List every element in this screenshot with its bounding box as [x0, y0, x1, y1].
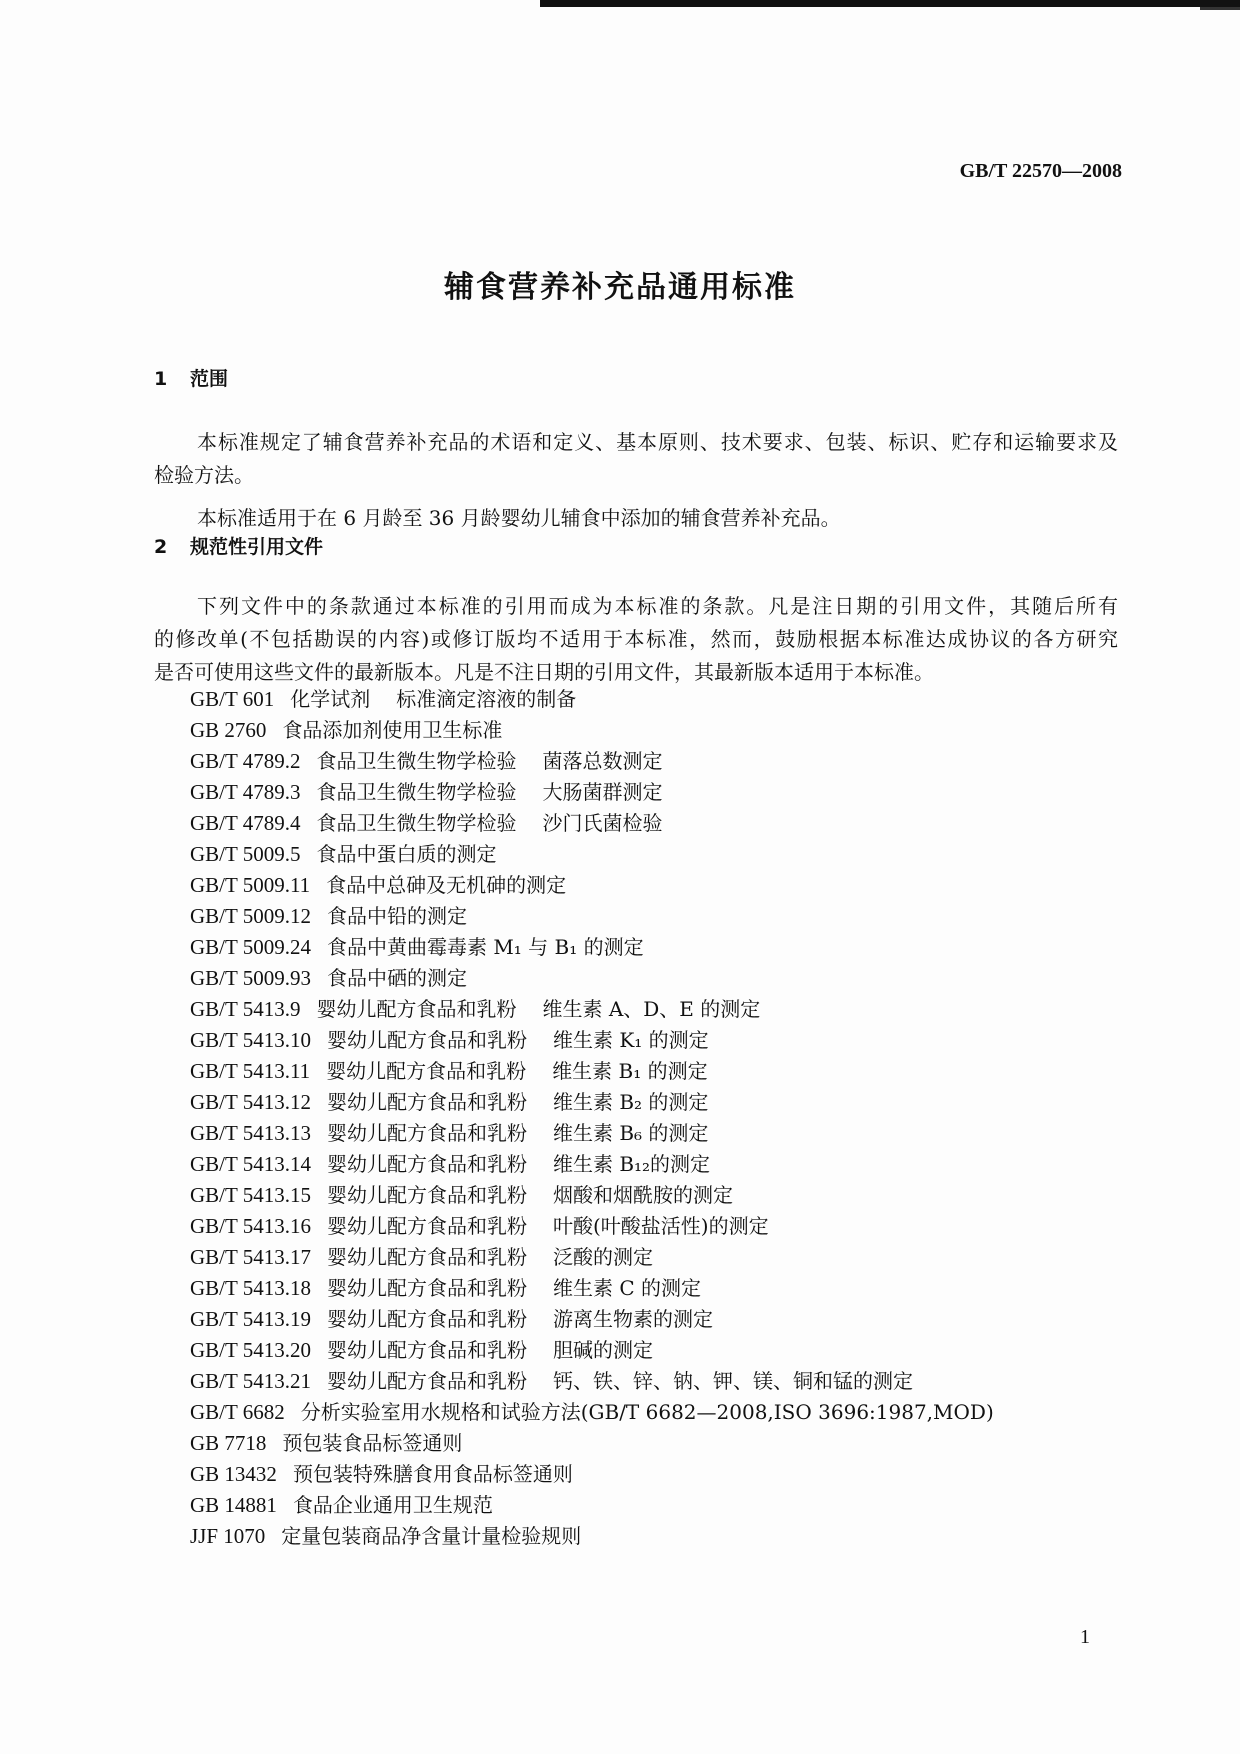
- reference-subtitle: 沙门氏菌检验: [542, 811, 663, 835]
- reference-code: GB/T 5413.21: [190, 1369, 311, 1393]
- reference-code: GB/T 5413.14: [190, 1152, 311, 1176]
- reference-code: GB/T 5413.10: [190, 1028, 311, 1052]
- reference-item: [190, 1366, 994, 1397]
- references-intro-paragraph: [154, 590, 1118, 689]
- reference-item: [190, 870, 994, 901]
- text-line: 下列文件中的条款通过本标准的引用而成为本标准的条款。凡是注日期的引用文件，其随后所有: [197, 594, 1118, 618]
- reference-item: [190, 1149, 994, 1180]
- reference-title: 婴幼儿配方食品和乳粉: [326, 1090, 527, 1114]
- reference-title: 食品中铅的测定: [326, 904, 467, 928]
- text-line: 本标准规定了辅食营养补充品的术语和定义、基本原则、技术要求、包装、标识、贮存和运输要求及: [197, 430, 1118, 454]
- reference-item: [190, 1521, 994, 1552]
- reference-code: GB 13432: [190, 1462, 277, 1486]
- reference-title: 婴幼儿配方食品和乳粉: [326, 1214, 527, 1238]
- document-title: 辅食营养补充品通用标准: [444, 270, 796, 305]
- reference-subtitle: 维生素 C 的测定: [552, 1276, 701, 1300]
- reference-code: GB 2760: [190, 718, 267, 742]
- section-heading-references: [154, 532, 323, 559]
- section-heading-scope: [154, 364, 228, 391]
- reference-code: GB/T 5413.19: [190, 1307, 311, 1331]
- reference-title: 婴幼儿配方食品和乳粉: [326, 1183, 527, 1207]
- reference-title: 婴幼儿配方食品和乳粉: [316, 997, 517, 1021]
- reference-title: 食品中总砷及无机砷的测定: [326, 873, 567, 897]
- standard-number: GB/T 22570—2008: [959, 160, 1122, 182]
- text-line: 检验方法。: [154, 463, 254, 487]
- section-number: 2: [154, 536, 168, 558]
- reference-item: [190, 1056, 994, 1087]
- reference-item: [190, 994, 994, 1025]
- text-line: 本标准适用于在 6 月龄至 36 月龄婴幼儿辅食中添加的辅食营养补充品。: [197, 506, 841, 530]
- reference-item: [190, 1490, 994, 1521]
- scan-edge-bar: [540, 0, 1240, 7]
- reference-subtitle: 游离生物素的测定: [552, 1307, 713, 1331]
- reference-title: 食品企业通用卫生规范: [292, 1493, 493, 1517]
- reference-item: [190, 777, 994, 808]
- reference-code: GB/T 5413.20: [190, 1338, 311, 1362]
- reference-code: GB/T 4789.2: [190, 749, 301, 773]
- reference-code: GB/T 5009.11: [190, 873, 311, 897]
- reference-code: GB/T 5413.9: [190, 997, 301, 1021]
- reference-title: 食品卫生微生物学检验: [316, 780, 517, 804]
- reference-code: GB/T 5009.5: [190, 842, 301, 866]
- reference-title: 化学试剂: [290, 687, 371, 711]
- reference-code: GB/T 5413.16: [190, 1214, 311, 1238]
- reference-item: [190, 1304, 994, 1335]
- reference-code: GB/T 5413.13: [190, 1121, 311, 1145]
- reference-item: [190, 1025, 994, 1056]
- reference-title: 食品添加剂使用卫生标准: [282, 718, 503, 742]
- reference-subtitle: 标准滴定溶液的制备: [396, 687, 577, 711]
- reference-code: JJF 1070: [190, 1524, 266, 1548]
- reference-title: 婴幼儿配方食品和乳粉: [326, 1152, 527, 1176]
- reference-subtitle: 维生素 B₂ 的测定: [552, 1090, 709, 1114]
- reference-code: GB 14881: [190, 1493, 277, 1517]
- reference-subtitle: 维生素 B₆ 的测定: [552, 1121, 709, 1145]
- reference-title: 婴幼儿配方食品和乳粉: [326, 1369, 527, 1393]
- reference-item: [190, 1335, 994, 1366]
- section-title: 范围: [190, 368, 229, 390]
- reference-title: 食品中蛋白质的测定: [316, 842, 497, 866]
- reference-code: GB/T 601: [190, 687, 275, 711]
- reference-code: GB/T 6682: [190, 1400, 285, 1424]
- reference-code: GB/T 5413.11: [190, 1059, 311, 1083]
- text-line: 的修改单(不包括勘误的内容)或修订版均不适用于本标准，然而，鼓励根据本标准达成协议的各方研究: [154, 627, 1118, 651]
- reference-title: 婴幼儿配方食品和乳粉: [326, 1028, 527, 1052]
- reference-title: 分析实验室用水规格和试验方法(GB/T 6682—2008,ISO 3696:1987,MOD): [300, 1400, 994, 1424]
- reference-subtitle: 叶酸(叶酸盐活性)的测定: [552, 1214, 769, 1238]
- reference-code: GB/T 5413.15: [190, 1183, 311, 1207]
- reference-subtitle: 维生素 B₁ 的测定: [552, 1059, 708, 1083]
- reference-item: [190, 1087, 994, 1118]
- reference-code: GB/T 4789.4: [190, 811, 301, 835]
- reference-subtitle: 大肠菌群测定: [542, 780, 663, 804]
- reference-item: [190, 1397, 994, 1428]
- reference-item: [190, 1273, 994, 1304]
- reference-title: 婴幼儿配方食品和乳粉: [326, 1338, 527, 1362]
- reference-item: [190, 1211, 994, 1242]
- reference-item: [190, 1242, 994, 1273]
- reference-subtitle: 维生素 B₁₂的测定: [552, 1152, 711, 1176]
- reference-item: [190, 1118, 994, 1149]
- reference-title: 定量包装商品净含量计量检验规则: [281, 1524, 582, 1548]
- reference-title: 食品中硒的测定: [326, 966, 467, 990]
- reference-subtitle: 菌落总数测定: [542, 749, 663, 773]
- reference-subtitle: 泛酸的测定: [552, 1245, 653, 1269]
- reference-item: [190, 808, 994, 839]
- reference-title: 婴幼儿配方食品和乳粉: [326, 1059, 527, 1083]
- reference-subtitle: 维生素 A、D、E 的测定: [542, 997, 761, 1021]
- reference-subtitle: 胆碱的测定: [552, 1338, 653, 1362]
- reference-item: [190, 932, 994, 963]
- reference-title: 食品中黄曲霉毒素 M₁ 与 B₁ 的测定: [326, 935, 644, 959]
- reference-title: 婴幼儿配方食品和乳粉: [326, 1307, 527, 1331]
- reference-title: 婴幼儿配方食品和乳粉: [326, 1245, 527, 1269]
- reference-subtitle: 维生素 K₁ 的测定: [552, 1028, 709, 1052]
- reference-code: GB/T 5009.93: [190, 966, 311, 990]
- reference-list: [190, 684, 994, 1552]
- page-number: 1: [1080, 1626, 1090, 1648]
- reference-code: GB/T 5413.12: [190, 1090, 311, 1114]
- reference-code: GB/T 5413.17: [190, 1245, 311, 1269]
- reference-code: GB/T 4789.3: [190, 780, 301, 804]
- reference-title: 预包装食品标签通则: [282, 1431, 463, 1455]
- reference-item: [190, 1180, 994, 1211]
- reference-item: [190, 746, 994, 777]
- reference-item: [190, 1428, 994, 1459]
- text-line: 是否可使用这些文件的最新版本。凡是不注日期的引用文件，其最新版本适用于本标准。: [154, 660, 934, 684]
- reference-subtitle: 烟酸和烟酰胺的测定: [552, 1183, 733, 1207]
- scope-paragraph: [154, 426, 1118, 535]
- reference-code: GB/T 5413.18: [190, 1276, 311, 1300]
- reference-title: 预包装特殊膳食用食品标签通则: [292, 1462, 573, 1486]
- section-number: 1: [154, 368, 168, 390]
- reference-title: 食品卫生微生物学检验: [316, 749, 517, 773]
- reference-code: GB/T 5009.12: [190, 904, 311, 928]
- reference-item: [190, 901, 994, 932]
- reference-item: [190, 684, 994, 715]
- reference-item: [190, 839, 994, 870]
- reference-title: 食品卫生微生物学检验: [316, 811, 517, 835]
- reference-item: [190, 715, 994, 746]
- scan-edge-bar: [1200, 7, 1240, 10]
- reference-title: 婴幼儿配方食品和乳粉: [326, 1121, 527, 1145]
- reference-code: GB/T 5009.24: [190, 935, 311, 959]
- reference-item: [190, 963, 994, 994]
- section-title: 规范性引用文件: [190, 536, 324, 558]
- reference-code: GB 7718: [190, 1431, 267, 1455]
- reference-item: [190, 1459, 994, 1490]
- reference-subtitle: 钙、铁、锌、钠、钾、镁、铜和锰的测定: [552, 1369, 913, 1393]
- reference-title: 婴幼儿配方食品和乳粉: [326, 1276, 527, 1300]
